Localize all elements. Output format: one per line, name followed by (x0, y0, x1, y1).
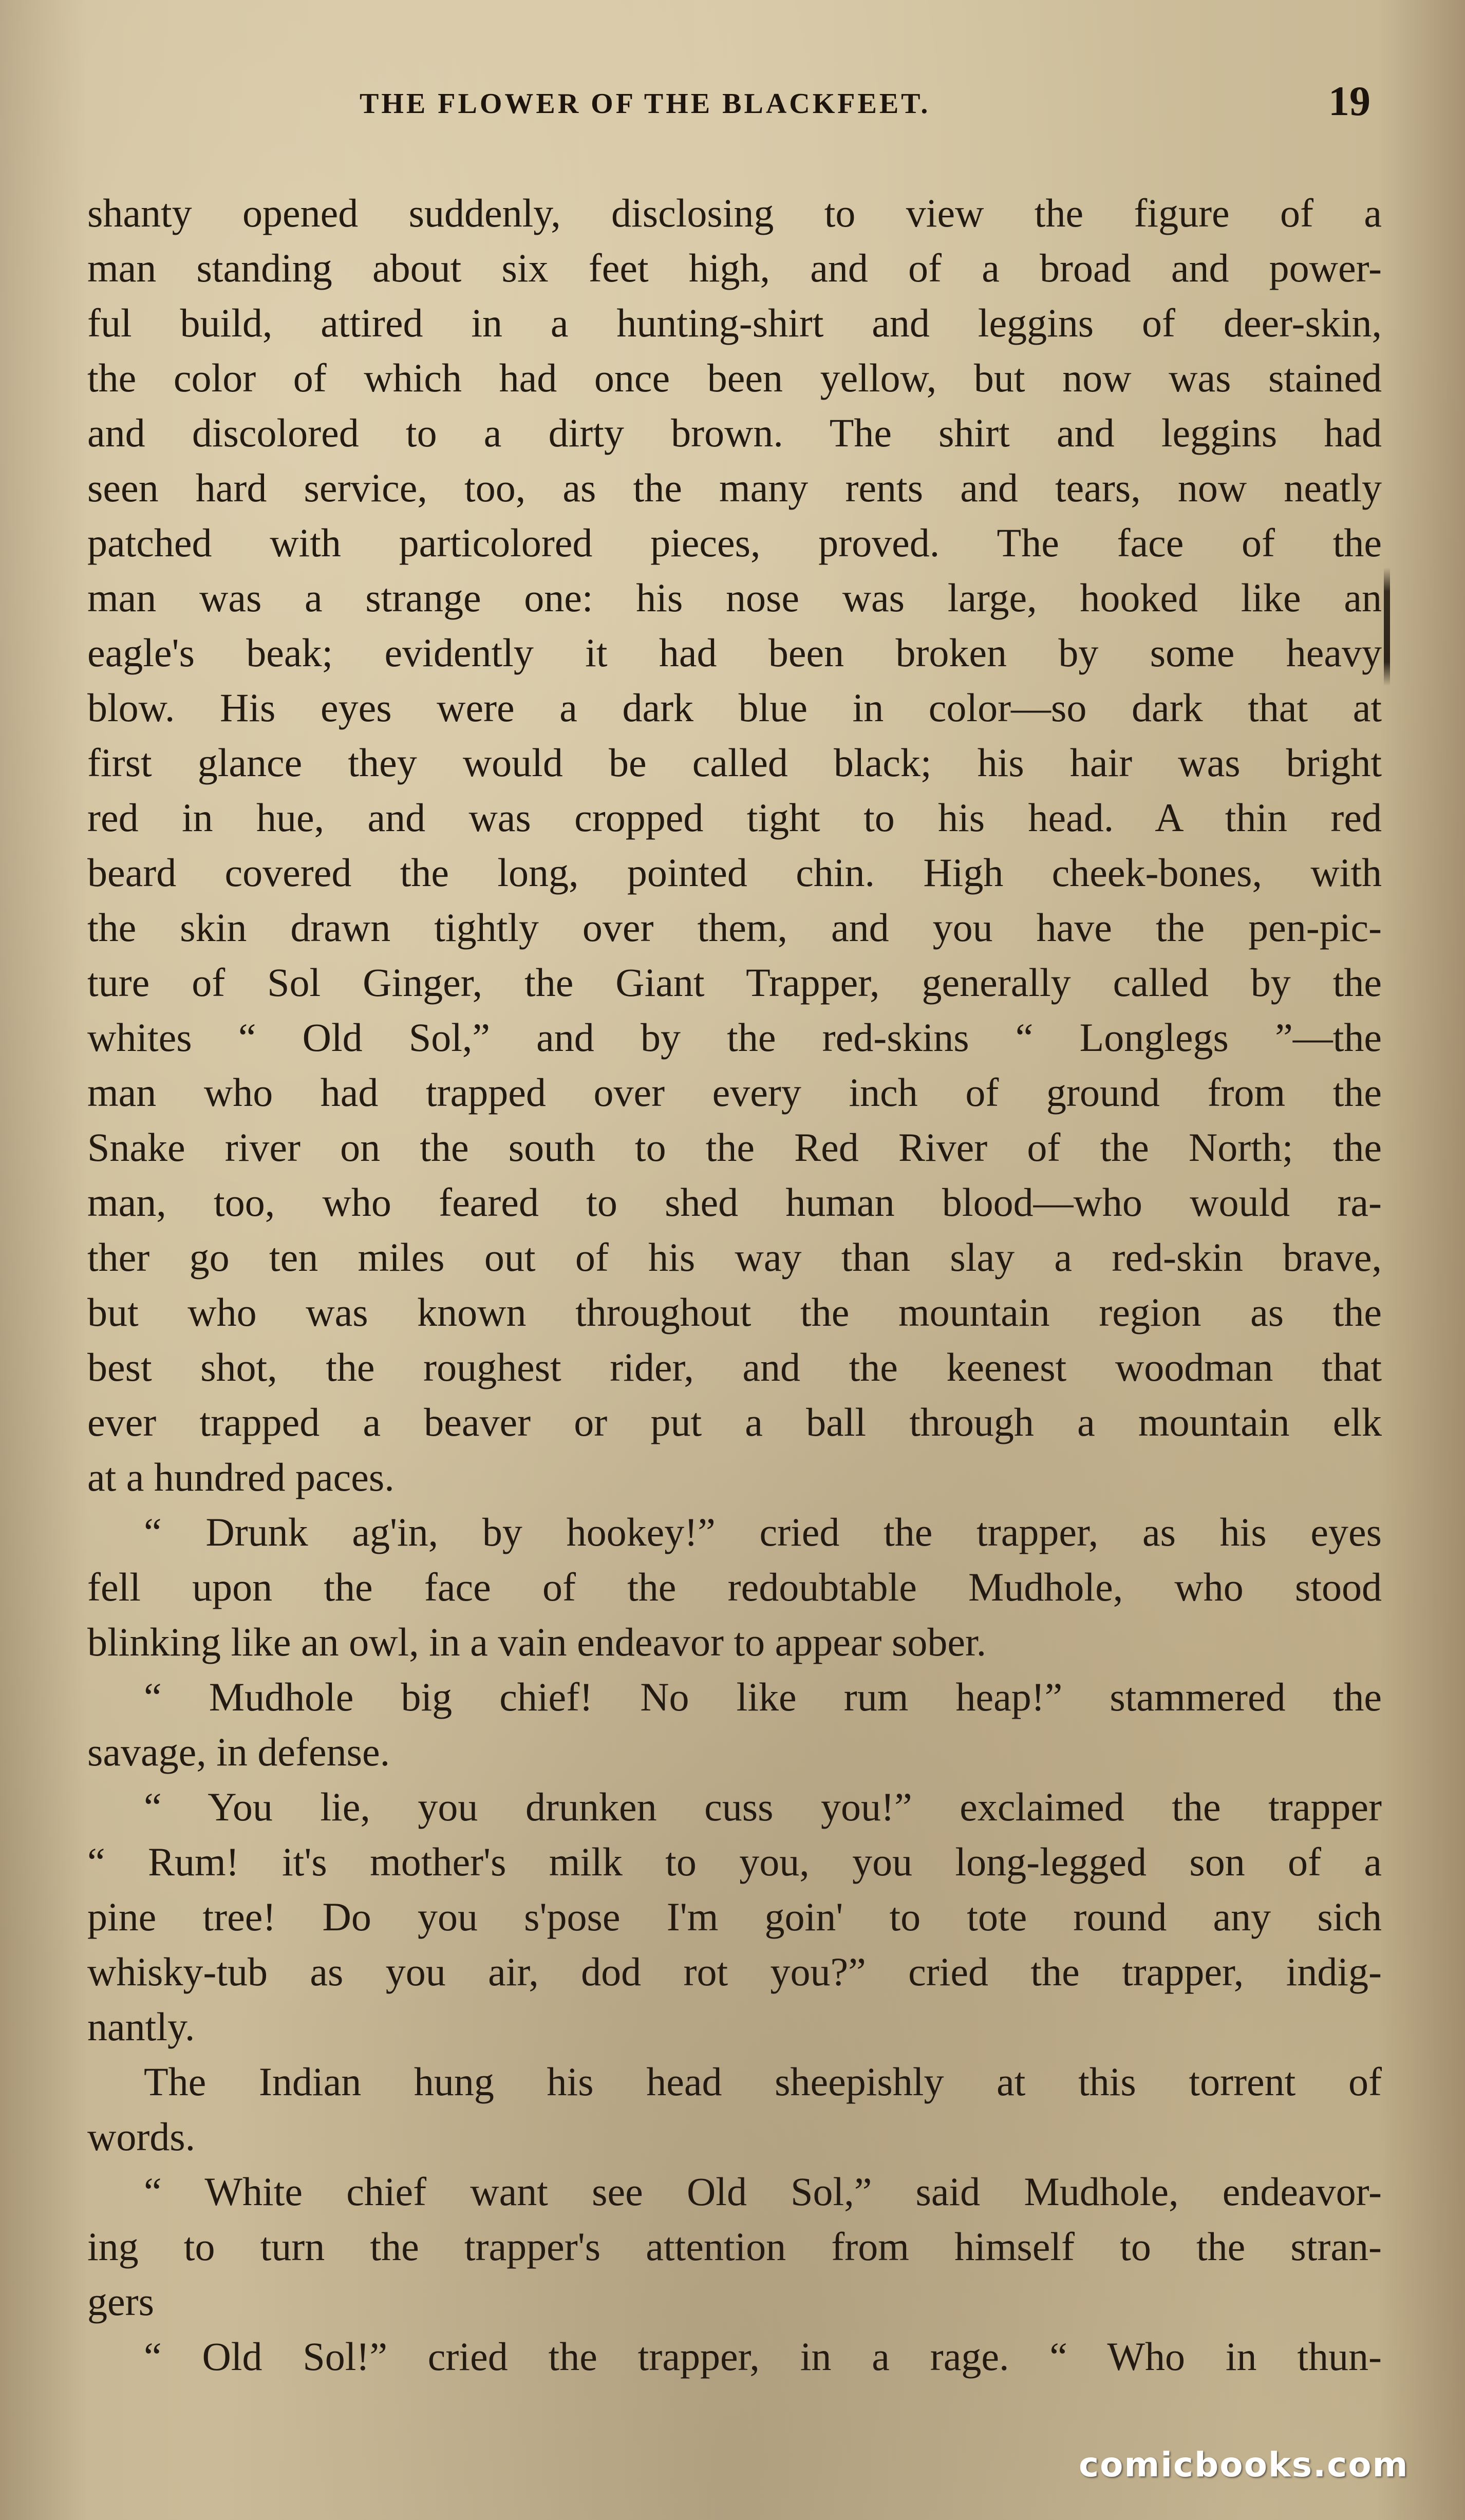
text-line: ing to turn the trapper's attention from himself to the stran- (87, 2224, 1382, 2269)
text-line: shanty opened suddenly, disclosing to view the figure of a (87, 191, 1382, 235)
site-watermark: comicbooks.com (1079, 2445, 1409, 2485)
text-line: the skin drawn tightly over them, and you have the pen-pic- (87, 905, 1382, 950)
text-line: man, too, who feared to shed human blood—who would ra- (87, 1180, 1382, 1225)
text-line: “ White chief want see Old Sol,” said Mudhole, endeavor- (144, 2169, 1382, 2214)
text-line: and discolored to a dirty brown. The shirt and leggins had (87, 410, 1382, 455)
text-line: words. (87, 2114, 196, 2159)
text-line: red in hue, and was cropped tight to his head. A thin red (87, 795, 1382, 840)
text-line: eagle's beak; evidently it had been broken by some heavy (87, 630, 1382, 675)
margin-ink-mark (1384, 568, 1390, 686)
text-line: “ Old Sol!” cried the trapper, in a rage. “ Who in thun- (144, 2334, 1382, 2379)
text-line: first glance they would be called black; his hair was bright (87, 740, 1382, 785)
text-line: man standing about six feet high, and of a broad and power- (87, 246, 1382, 290)
page-number: 19 (1328, 78, 1370, 124)
text-line: patched with particolored pieces, proved. The face of the (87, 520, 1382, 565)
text-line: blinking like an owl, in a vain endeavor to appear sober. (87, 1620, 987, 1664)
text-line: seen hard service, too, as the many rents and tears, now neatly (87, 465, 1382, 510)
text-line: savage, in defense. (87, 1729, 390, 1774)
text-line: whisky-tub as you air, dod rot you?” cried the trapper, indig- (87, 1949, 1382, 1994)
text-line: “ Mudhole big chief! No like rum heap!” stammered the (144, 1675, 1382, 1719)
text-line: Snake river on the south to the Red River of the North; the (87, 1125, 1382, 1170)
text-line: nantly. (87, 2004, 195, 2049)
text-line: blow. His eyes were a dark blue in color—so dark that at (87, 685, 1382, 730)
text-line: ever trapped a beaver or put a ball through a mountain elk (87, 1400, 1382, 1444)
text-line: man was a strange one: his nose was large, hooked like an (87, 575, 1382, 620)
text-line: ther go ten miles out of his way than slay a red-skin brave, (87, 1235, 1382, 1280)
text-line: beard covered the long, pointed chin. High cheek-bones, with (87, 850, 1382, 895)
text-line: best shot, the roughest rider, and the keenest woodman that (87, 1345, 1382, 1389)
text-line: at a hundred paces. (87, 1455, 395, 1499)
text-line: fell upon the face of the redoubtable Mudhole, who stood (87, 1565, 1382, 1609)
text-line: man who had trapped over every inch of ground from the (87, 1070, 1382, 1115)
running-head: THE FLOWER OF THE BLACKFEET. (360, 88, 931, 120)
text-line: “ Rum! it's mother's milk to you, you long-legged son of a (87, 1839, 1382, 1884)
text-line: the color of which had once been yellow, but now was stained (87, 355, 1382, 400)
text-line: whites “ Old Sol,” and by the red-skins “ Longlegs ”—the (87, 1015, 1382, 1060)
text-line: gers (87, 2279, 154, 2324)
text-line: “ Drunk ag'in, by hookey!” cried the trapper, as his eyes (144, 1510, 1382, 1554)
text-line: ture of Sol Ginger, the Giant Trapper, generally called by the (87, 960, 1382, 1005)
text-line: ful build, attired in a hunting-shirt and leggins of deer-skin, (87, 300, 1382, 345)
text-line: but who was known throughout the mountain region as the (87, 1290, 1382, 1334)
text-line: pine tree! Do you s'pose I'm goin' to tote round any sich (87, 1894, 1382, 1939)
text-line: “ You lie, you drunken cuss you!” exclaimed the trapper (144, 1784, 1382, 1829)
text-line: The Indian hung his head sheepishly at this torrent of (144, 2059, 1382, 2104)
